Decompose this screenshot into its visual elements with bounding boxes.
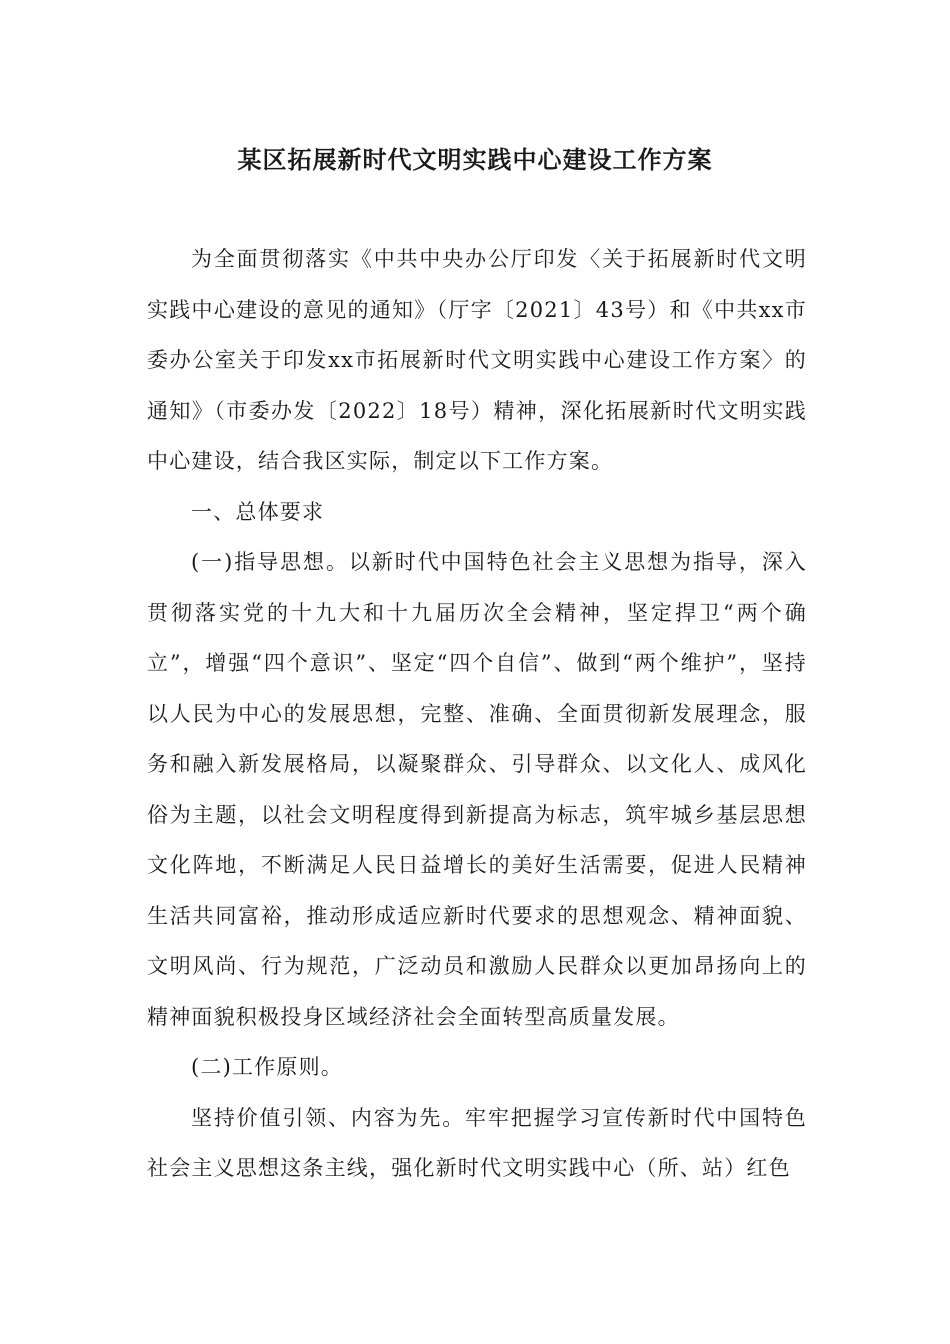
value-leadership-paragraph: 坚持价值引领、内容为先。牢牢把握学习宣传新时代中国特色社会主义思想这条主线，强化新时代文明实践中心（所、站）红色 [147, 1105, 807, 1180]
section-heading-general-requirements: 一、总体要求 [191, 499, 325, 524]
document-title: 某区拓展新时代文明实践中心建设工作方案 [237, 145, 713, 174]
guiding-ideology-paragraph: (一)指导思想。以新时代中国特色社会主义思想为指导，深入贯彻落实党的十九大和十九届历次全会精神，坚定捍卫“两个确立”，增强“四个意识”、坚定“四个自信”、做到“两个维护”，坚持以人民为中心的发展思想，完整、准确、全面贯彻新发展理念，服务和融入新发展格局，以凝聚群众、引导群众、以文化人、成风化俗为主题，以社会文明程度得到新提高为标志，筑牢城乡基层思想文化阵地，不断满足人民日益增长的美好生活需要，促进人民精神生活共同富裕，推动形成适应新时代要求的思想观念、精神面貌、文明风尚、行为规范，广泛动员和激励人民群众以更加昂扬向上的精神面貌积极投身区域经济社会全面转型高质量发展。 [147, 550, 807, 1029]
subheading-work-principles: (二)工作原则。 [191, 1055, 343, 1079]
document-body [147, 234, 807, 1194]
intro-paragraph: 为全面贯彻落实《中共中央办公厅印发〈关于拓展新时代文明实践中心建设的意见的通知》（厅字〔2021〕43号）和《中共xx市委办公室关于印发xx市拓展新时代文明实践中心建设工作方案〉的通知》（市委办发〔2022〕18号）精神，深化拓展新时代文明实践中心建设，结合我区实际，制定以下工作方案。 [147, 247, 807, 473]
